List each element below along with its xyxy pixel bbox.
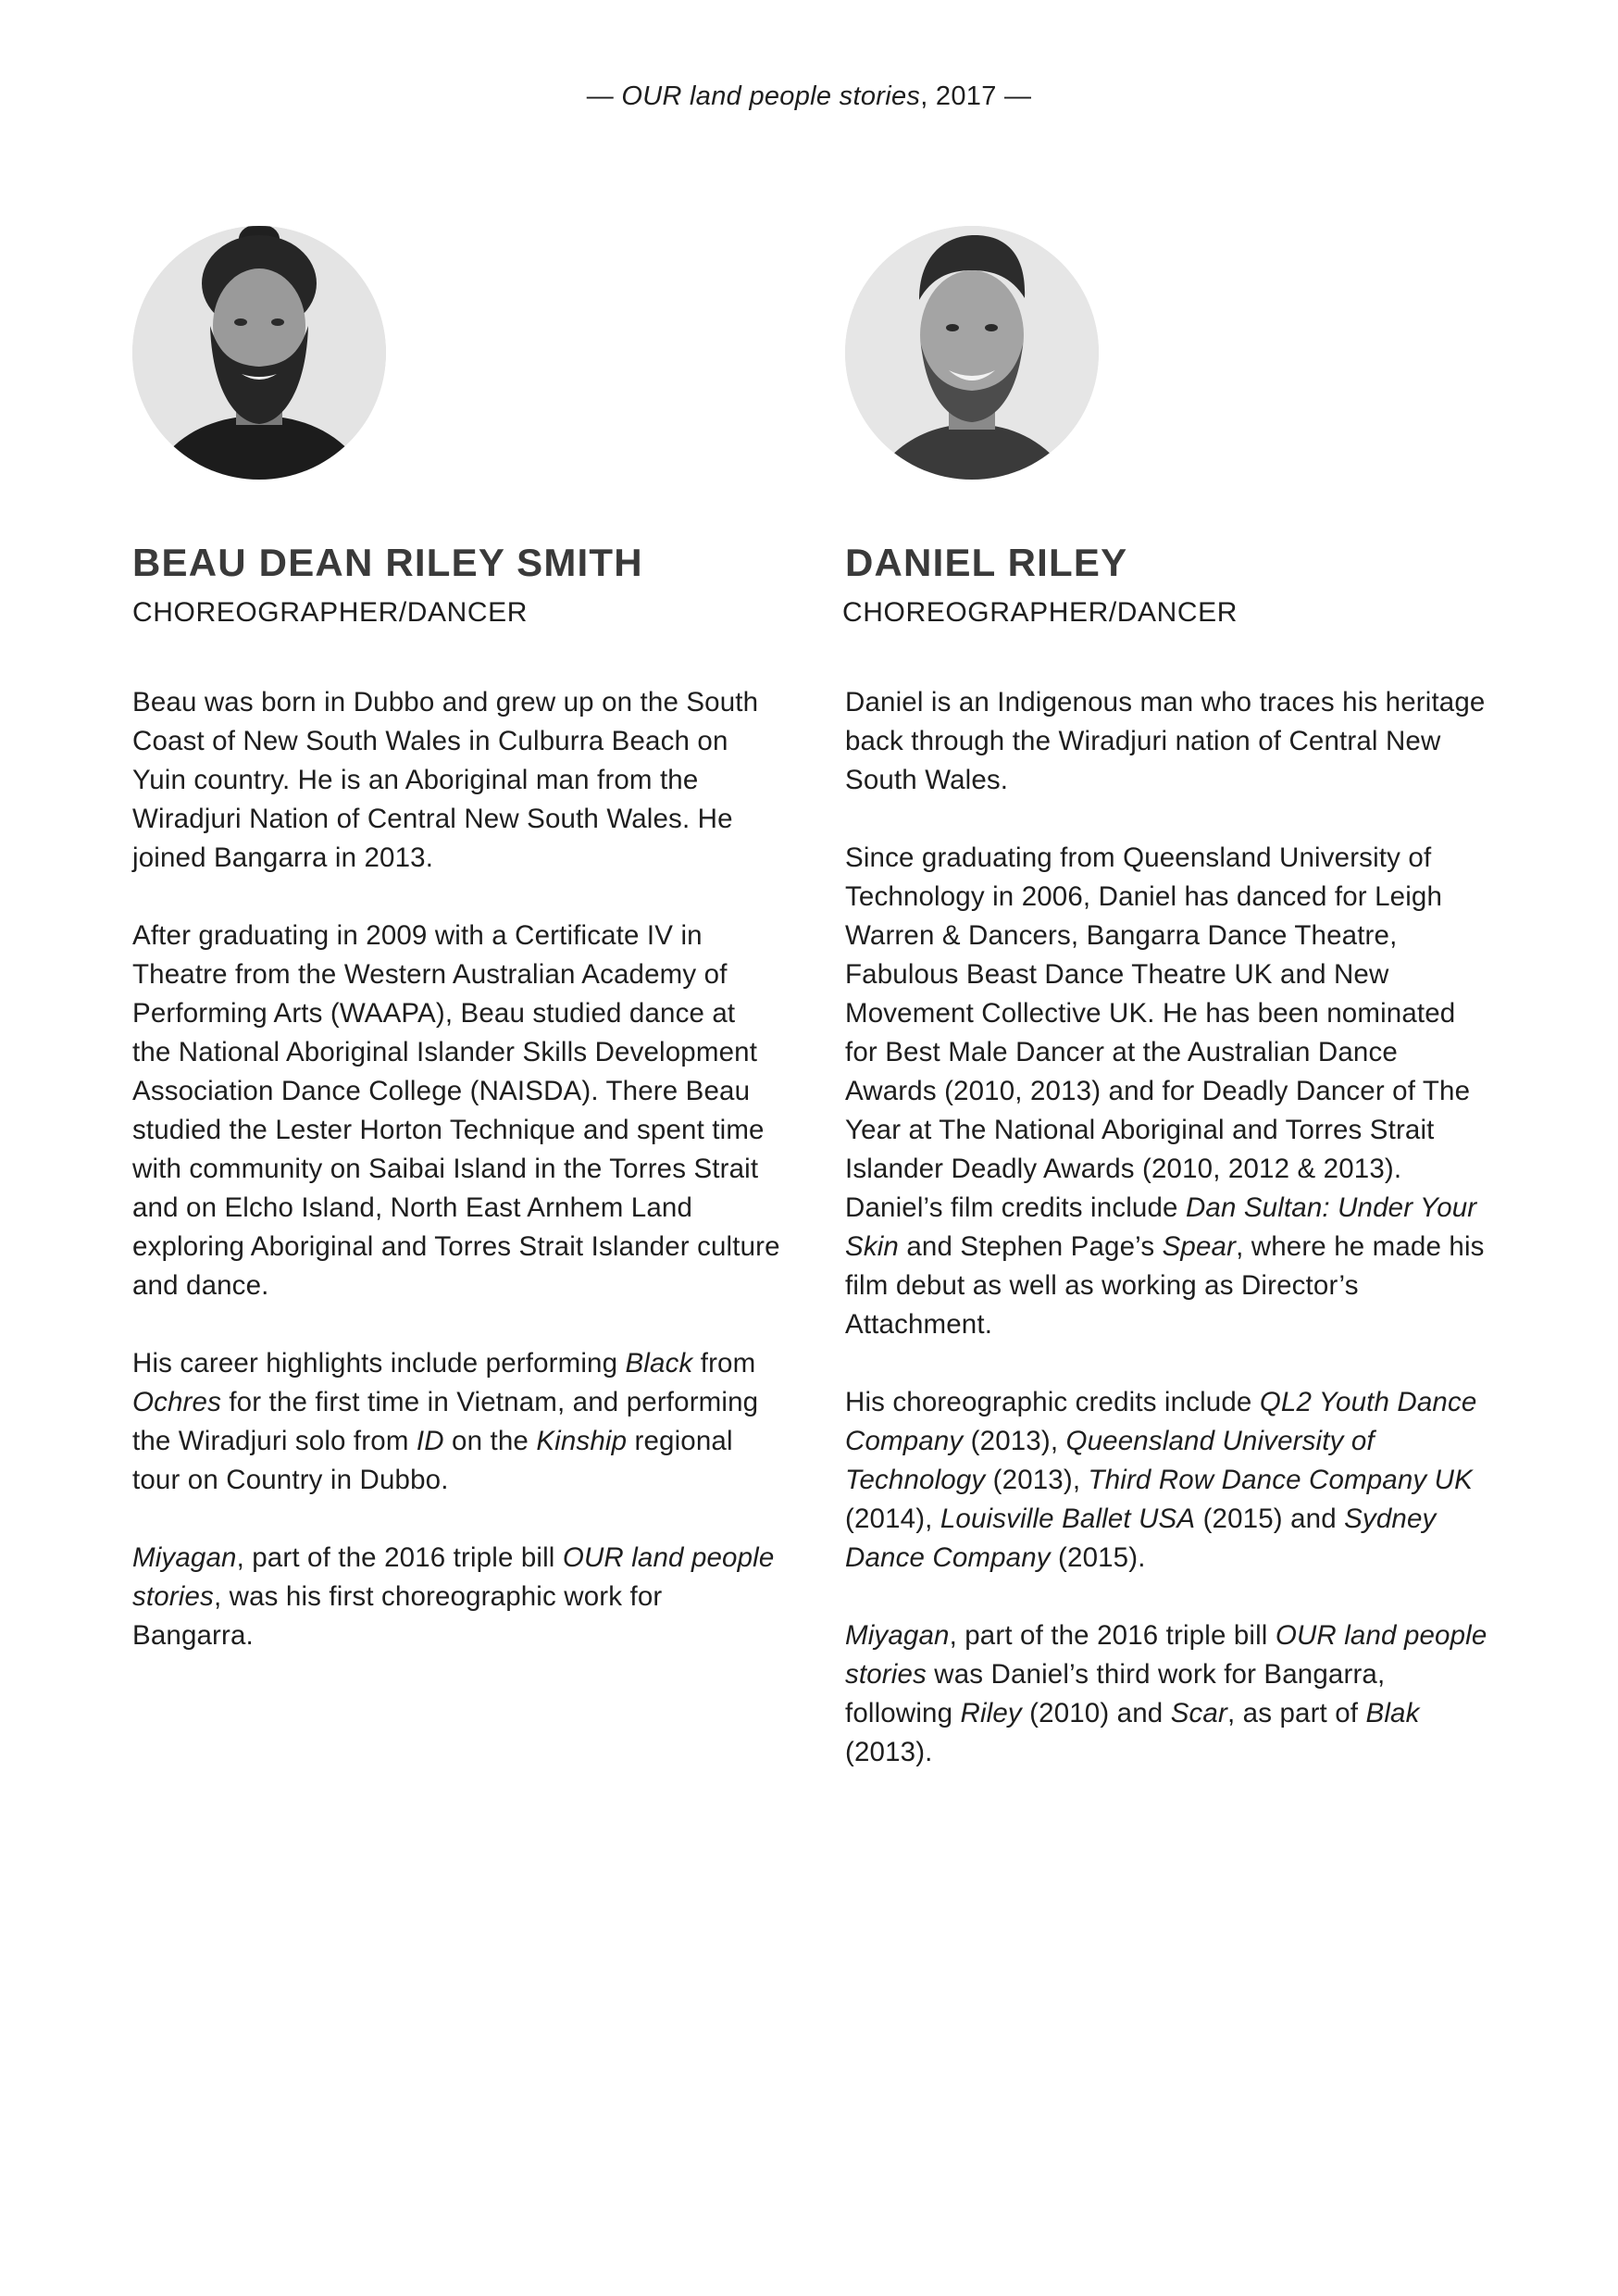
bio-text: His career highlights include performing <box>132 1348 626 1379</box>
bio-paragraph <box>845 683 1493 800</box>
portrait-beau-icon <box>132 226 386 480</box>
bio-text: for the first time in Vietnam, and performing the Wiradjuri solo from <box>132 1387 759 1456</box>
bio-title-text: Queensland University of Technology <box>845 1426 1375 1495</box>
bio-title-text: Ochres <box>132 1387 221 1417</box>
bio-paragraph <box>132 1539 780 1655</box>
person-role: CHOREOGRAPHER/DANCER <box>132 597 529 628</box>
bio-text: (2015). <box>1050 1542 1146 1573</box>
bio-title-text: Black <box>625 1348 693 1379</box>
bio-title-text: QL2 Youth Dance Company <box>845 1387 1477 1456</box>
header-dash-open: — <box>586 81 622 111</box>
bio-text: (2014), <box>845 1504 940 1534</box>
bio-title-text: Riley <box>960 1698 1022 1728</box>
bio-title-text: Louisville Ballet USA <box>940 1504 1196 1534</box>
bio-title-text: OUR land people stories <box>132 1542 775 1612</box>
bio <box>845 683 1493 1772</box>
bio-text: (2010) and <box>1021 1698 1171 1728</box>
bio-paragraph <box>845 839 1493 1344</box>
portrait-daniel-icon <box>845 226 1099 480</box>
bio-title-text: Dan Sultan: Under Your Skin <box>845 1192 1477 1262</box>
header-dash-close: — <box>996 81 1032 111</box>
bio-text: and Stephen Page’s <box>899 1231 1163 1262</box>
bio-paragraph <box>132 683 780 878</box>
bio-paragraph <box>845 1383 1493 1578</box>
bio-title-text: Spear <box>1162 1231 1237 1262</box>
bio-title-text: Sydney Dance Company <box>845 1504 1437 1573</box>
bio-text: (2013), <box>963 1426 1066 1456</box>
bio-text: on the <box>443 1426 537 1456</box>
bio-text: Beau was born in Dubbo and grew up on the South Coast of New South Wales in Culburra Beach on Yuin country. He is an Aboriginal man from the Wiradjuri Nation of Central New South Wales. He joined Bangarra in 2013. <box>132 687 759 873</box>
bio-text: , part of the 2016 triple bill <box>236 1542 563 1573</box>
profile-daniel <box>842 226 1493 1811</box>
header-year: , 2017 <box>920 81 997 111</box>
bio-title-text: ID <box>416 1426 444 1456</box>
bio <box>132 683 780 1655</box>
bio-title-text: Blak <box>1365 1698 1420 1728</box>
bio-text: , as part of <box>1226 1698 1366 1728</box>
bio-text: (2013), <box>985 1465 1089 1495</box>
bio-text: regional tour on Country in Dubbo. <box>132 1426 733 1495</box>
bio-text: (2015) and <box>1195 1504 1345 1534</box>
bio-text: Since graduating from Queensland University of Technology in 2006, Daniel has danced for Leigh Warren & Dancers, Bangarra Dance Theatre, Fabulous Beast Dance Theatre UK and New Movement Collective UK. He has been nominated for Best Male Dancer at the Australian Dance Awards (2010, 2013) and for Deadly Dancer of The Year at The National Aboriginal and Torres Strait Islander Deadly Awards (2010, 2012 & 2013). Daniel’s film credits include <box>845 842 1471 1223</box>
bio-text: Daniel is an Indigenous man who traces his heritage back through the Wiradjuri nation of Central New South Wales. <box>845 687 1486 795</box>
bio-title-text: Third Row Dance Company UK <box>1088 1465 1473 1495</box>
bio-title-text: Miyagan <box>845 1620 950 1651</box>
bio-text: was Daniel’s third work for Bangarra, following <box>845 1659 1386 1728</box>
person-name: BEAU DEAN RILEY SMITH <box>132 541 643 584</box>
profile-beau <box>132 226 780 1694</box>
bio-title-text: Scar <box>1170 1698 1227 1728</box>
bio-text: , part of the 2016 triple bill <box>949 1620 1276 1651</box>
bio-text: , was his first choreographic work for Bangarra. <box>132 1581 663 1651</box>
bio-title-text: Miyagan <box>132 1542 237 1573</box>
bio-text: After graduating in 2009 with a Certificate IV in Theatre from the Western Australian Academy of Performing Arts (WAAPA), Beau studied dance at the National Aboriginal Islander Skills Development Association Dance College (NAISDA). There Beau studied the Lester Horton Technique and spent time with community on Saibai Island in the Torres Strait and on Elcho Island, North East Arnhem Land exploring Aboriginal and Torres Strait Islander culture and dance. <box>132 920 780 1301</box>
bio-text: His choreographic credits include <box>845 1387 1260 1417</box>
bio-paragraph <box>845 1616 1493 1772</box>
bio-title-text: OUR land people stories <box>845 1620 1487 1690</box>
person-role: CHOREOGRAPHER/DANCER <box>842 597 1238 628</box>
bio-title-text: Kinship <box>536 1426 628 1456</box>
running-header <box>0 78 1618 115</box>
bio-text: from <box>692 1348 756 1379</box>
bio-paragraph <box>132 917 780 1305</box>
bio-text: , where he made his film debut as well as working as Director’s Attachment. <box>845 1231 1485 1340</box>
header-title: OUR land people stories <box>621 81 921 111</box>
person-name: DANIEL RILEY <box>845 541 1128 584</box>
bio-paragraph <box>132 1344 780 1500</box>
bio-text: (2013). <box>845 1737 933 1767</box>
